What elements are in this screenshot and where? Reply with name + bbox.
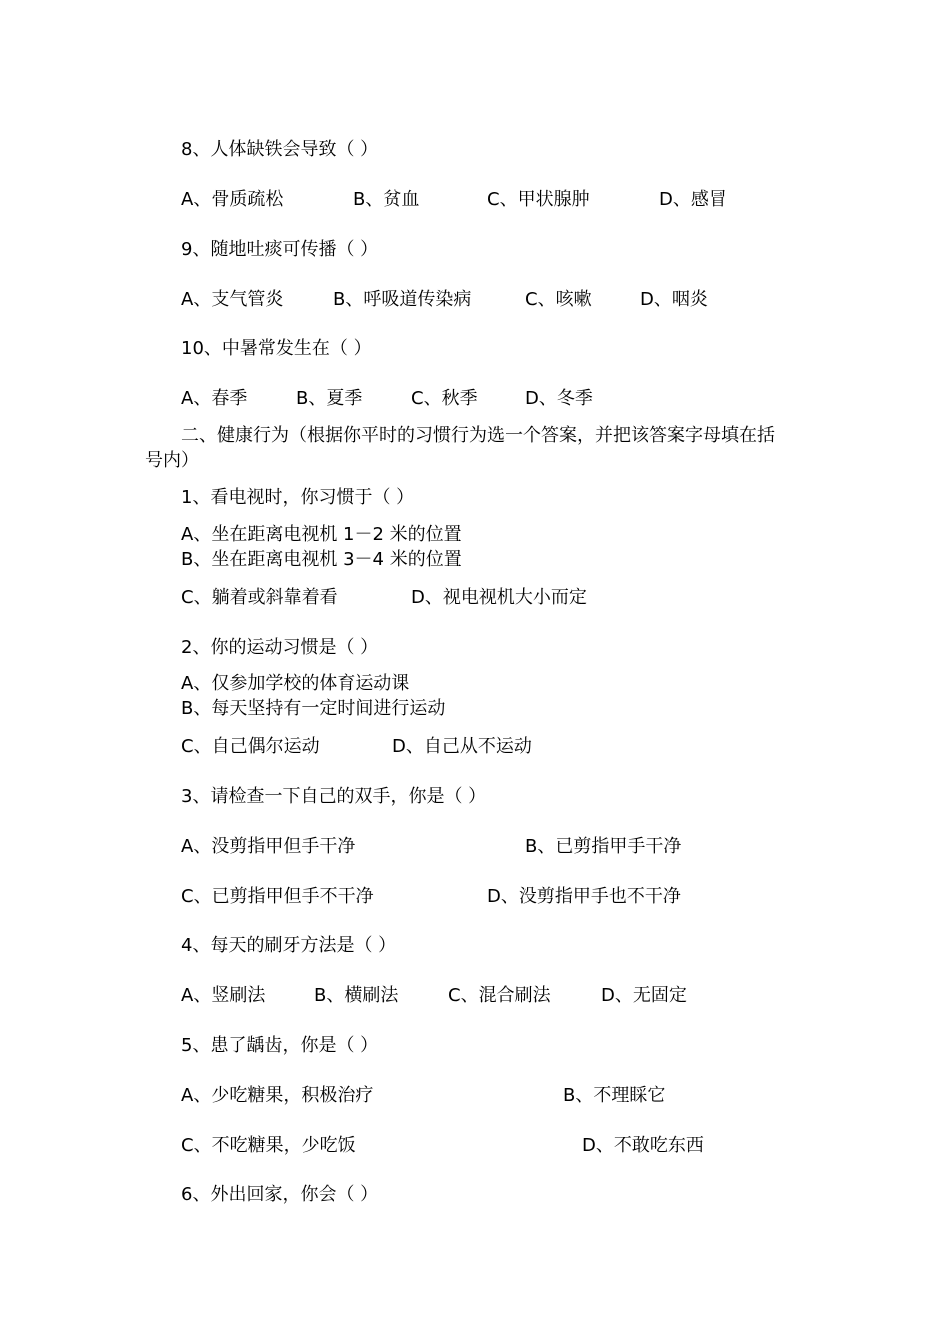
section-2-heading-continued: 号内） [145,450,199,471]
option-d: D、自己从不运动 [392,736,532,757]
option-b: B、已剪指甲手干净 [525,836,682,857]
option-c: C、秋季 [411,388,478,409]
option-a: A、少吃糖果，积极治疗 [181,1085,374,1106]
option-c: C、躺着或斜靠着看 [181,587,338,608]
s2-question-2-option-b: B、每天坚持有一定时间进行运动 [181,698,446,719]
option-c: C、自己偶尔运动 [181,736,320,757]
option-d: D、冬季 [525,388,593,409]
option-d: D、没剪指甲手也不干净 [487,886,681,907]
option-d: D、咽炎 [640,289,708,310]
option-c: C、混合刷法 [448,985,551,1006]
option-c: C、咳嗽 [525,289,592,310]
option-b: B、夏季 [296,388,363,409]
s2-question-6: 6、外出回家，你会（ ） [181,1184,379,1205]
option-a: A、骨质疏松 [181,189,284,210]
option-a: A、竖刷法 [181,985,266,1006]
s2-question-1-option-a: A、坐在距离电视机 1－2 米的位置 [181,524,462,545]
s2-question-3: 3、请检查一下自己的双手，你是（ ） [181,786,487,807]
question-9: 9、随地吐痰可传播（ ） [181,239,379,260]
section-2-heading: 二、健康行为（根据你平时的习惯行为选一个答案，并把该答案字母填在括 [181,425,775,446]
option-d: D、无固定 [601,985,687,1006]
s2-question-2: 2、你的运动习惯是（ ） [181,637,379,658]
s2-question-4: 4、每天的刷牙方法是（ ） [181,935,397,956]
option-d: D、感冒 [659,189,727,210]
option-c: C、已剪指甲但手不干净 [181,886,374,907]
option-a: A、春季 [181,388,248,409]
option-a: A、没剪指甲但手干净 [181,836,356,857]
option-c: C、甲状腺肿 [487,189,590,210]
question-10: 10、中暑常发生在（ ） [181,338,372,359]
option-d: D、视电视机大小而定 [411,587,587,608]
question-8: 8、人体缺铁会导致（ ） [181,139,379,160]
option-c: C、不吃糖果，少吃饭 [181,1135,356,1156]
s2-question-2-option-a: A、仅参加学校的体育运动课 [181,673,410,694]
option-b: B、贫血 [353,189,420,210]
s2-question-1-option-b: B、坐在距离电视机 3－4 米的位置 [181,549,462,570]
option-b: B、横刷法 [314,985,399,1006]
option-b: B、呼吸道传染病 [333,289,472,310]
s2-question-1: 1、看电视时，你习惯于（ ） [181,487,415,508]
option-b: B、不理睬它 [563,1085,666,1106]
option-d: D、不敢吃东西 [582,1135,704,1156]
s2-question-5: 5、患了龋齿，你是（ ） [181,1035,379,1056]
option-a: A、支气管炎 [181,289,284,310]
